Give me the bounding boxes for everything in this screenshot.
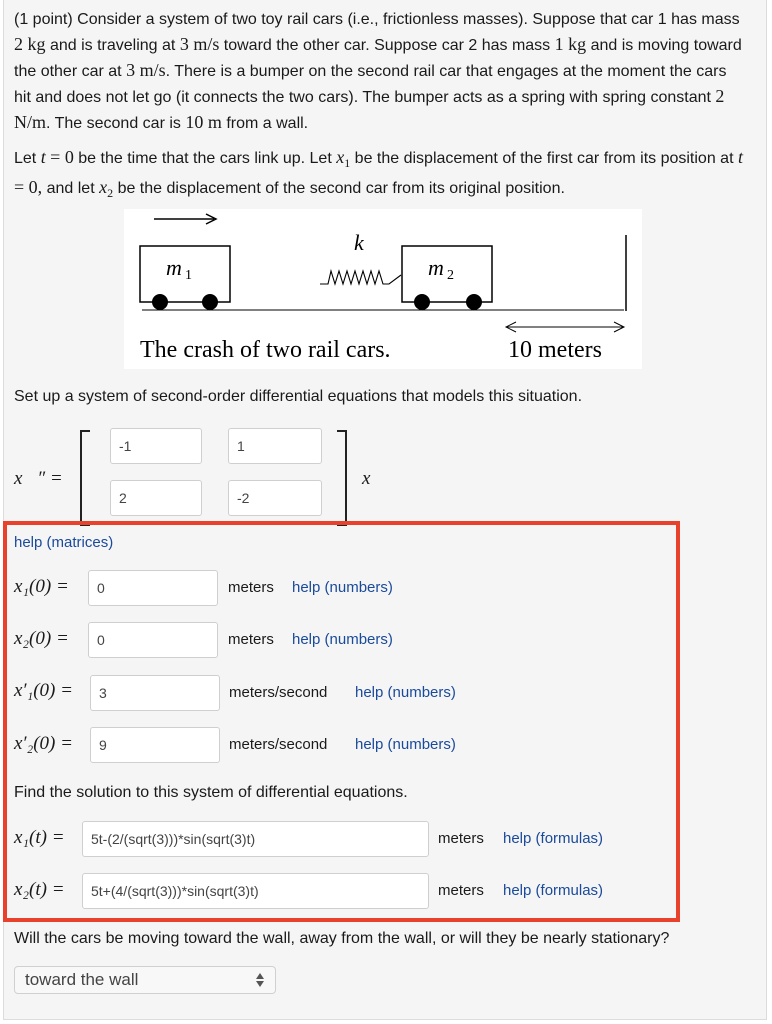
matrix-entry-2-1[interactable]: 2 bbox=[110, 480, 202, 516]
matrix-lhs: x⃗″ = bbox=[14, 468, 63, 489]
question-text: Will the cars be moving toward the wall, away from the wall, or will they be nearly stationary? bbox=[14, 930, 670, 947]
help-numbers-link[interactable]: help (numbers) bbox=[355, 736, 456, 753]
distance-arrow-icon bbox=[506, 322, 624, 332]
direction-select[interactable] bbox=[14, 966, 276, 994]
car-1-mass-subscript: 1 bbox=[185, 268, 192, 283]
matrix-entry-1-1[interactable]: -1 bbox=[110, 428, 202, 464]
initial-label: x₁(0) = bbox=[14, 576, 69, 597]
help-formulas-link[interactable]: help (formulas) bbox=[503, 882, 604, 899]
rail-cars-figure bbox=[124, 209, 642, 369]
initial-x1-prime-input[interactable]: 3 bbox=[90, 675, 220, 711]
help-numbers-link[interactable]: help (numbers) bbox=[355, 684, 456, 701]
matrix-entry-1-2[interactable]: 1 bbox=[228, 428, 322, 464]
matrix-left-bracket bbox=[80, 430, 90, 526]
problem-statement: (1 point) Consider a system of two toy rail cars (i.e., frictionless masses). Suppose that car 1 has mass 2 kg and is traveling at 3 m/s toward the other car. Suppose car 2 has mass 1 kg and is moving toward the other car at 3 m/s. There is a bumper on the second rail car that engages at the moment the cars hit and does not let go (it connects the two cars). The bumper acts as a spring with spring constant 2 N/m. The second car is 10 m from a wall. bbox=[14, 11, 742, 132]
spring-icon bbox=[320, 271, 401, 284]
initial-unit: meters/second bbox=[229, 736, 328, 753]
find-solution-text: Find the solution to this system of differential equations. bbox=[14, 784, 408, 801]
initial-label: x₂(0) = bbox=[14, 628, 69, 649]
matrix-right-bracket bbox=[337, 430, 347, 526]
help-numbers-link[interactable]: help (numbers) bbox=[292, 631, 393, 648]
initial-label: x′₂(0) = bbox=[14, 733, 73, 754]
solution-unit: meters bbox=[438, 830, 484, 847]
help-matrices-link[interactable]: help (matrices) bbox=[14, 534, 114, 551]
car-2-wheel bbox=[466, 294, 482, 310]
initial-x1-input[interactable]: 0 bbox=[88, 570, 218, 606]
car-1-wheel bbox=[152, 294, 168, 310]
help-numbers-link[interactable]: help (numbers) bbox=[292, 579, 393, 596]
rail-cars-diagram bbox=[124, 209, 642, 369]
solution-x2-input[interactable]: 5t+(4/(sqrt(3)))*sin(sqrt(3)t) bbox=[82, 873, 429, 909]
car-2-wheel bbox=[414, 294, 430, 310]
solution-unit: meters bbox=[438, 882, 484, 899]
initial-unit: meters bbox=[228, 631, 274, 648]
problem-definitions: Let t = 0 be the time that the cars link up. Let $x_1$ be the displacement of the first car from its position at t = 0, and let $x_2$ be the displacement of the second car from its original position. bbox=[14, 147, 743, 201]
distance-label: 10 meters bbox=[508, 337, 602, 363]
initial-x2-prime-input[interactable]: 9 bbox=[90, 727, 220, 763]
car-1-mass-label: m bbox=[166, 255, 182, 280]
setup-instructions: Set up a system of second-order differential equations that models this situation. bbox=[14, 388, 583, 405]
direction-select-value: toward the wall bbox=[25, 970, 139, 989]
figure-caption: The crash of two rail cars. bbox=[140, 337, 391, 363]
initial-unit: meters/second bbox=[229, 684, 328, 701]
matrix-rhs: x⃗ bbox=[362, 468, 386, 489]
initial-x2-input[interactable]: 0 bbox=[88, 622, 218, 658]
initial-unit: meters bbox=[228, 579, 274, 596]
initial-label: x′₁(0) = bbox=[14, 680, 73, 701]
car-2-mass-label: m bbox=[428, 255, 444, 280]
spring-constant-label: k bbox=[354, 230, 364, 255]
help-formulas-link[interactable]: help (formulas) bbox=[503, 830, 604, 847]
velocity-arrow-icon bbox=[154, 214, 216, 224]
matrix-entry-2-2[interactable]: -2 bbox=[228, 480, 322, 516]
select-arrows-icon bbox=[255, 972, 265, 988]
solution-x1-input[interactable]: 5t-(2/(sqrt(3)))*sin(sqrt(3)t) bbox=[82, 821, 429, 857]
car-1-wheel bbox=[202, 294, 218, 310]
solution-label: x₁(t) = bbox=[14, 827, 65, 848]
car-2-mass-subscript: 2 bbox=[447, 268, 454, 283]
solution-label: x₂(t) = bbox=[14, 879, 65, 900]
